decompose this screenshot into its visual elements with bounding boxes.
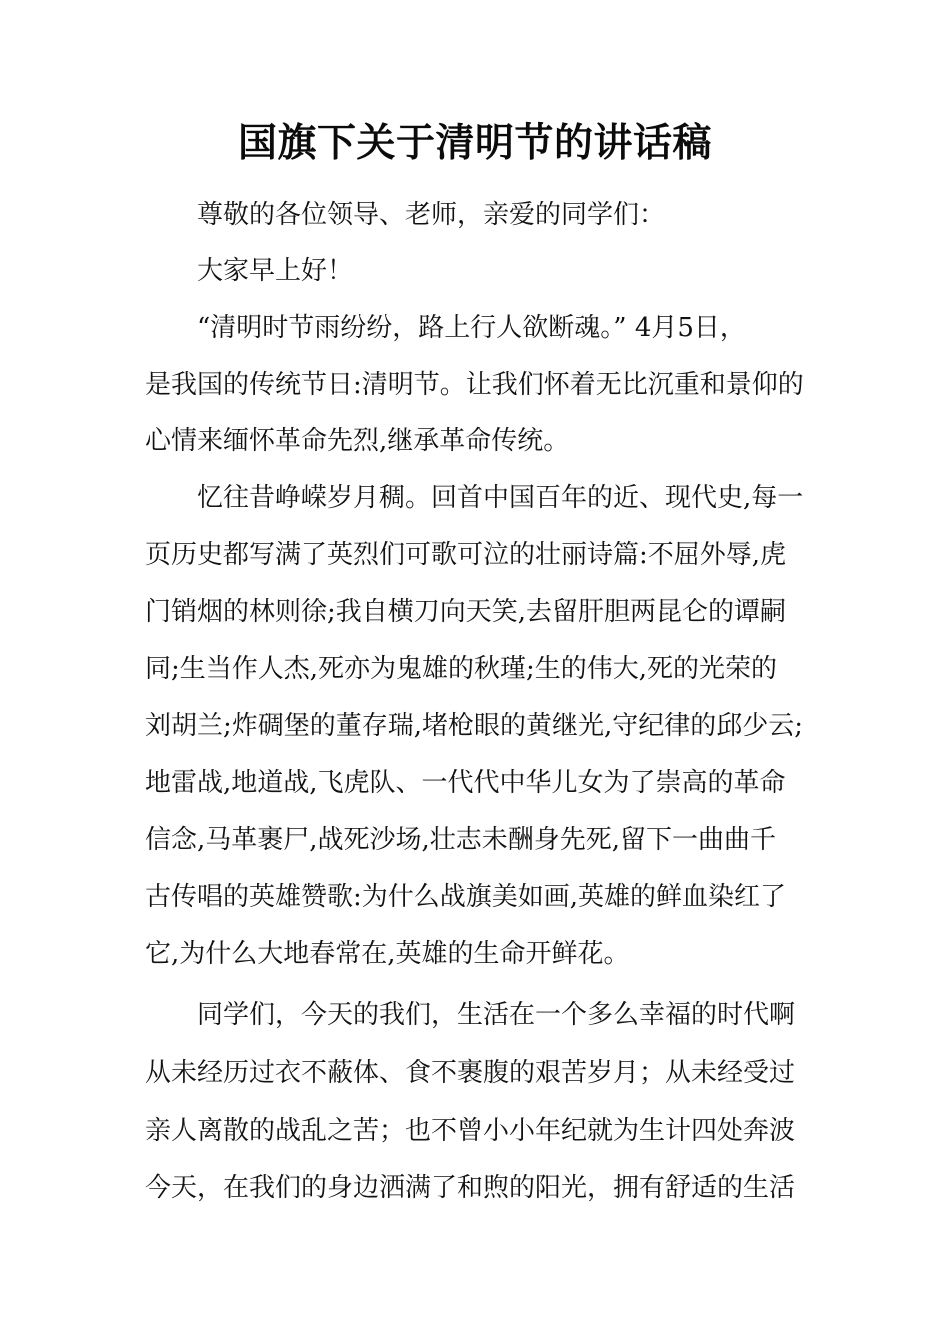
- paragraph-line: 古传唱的英雄赞歌:为什么战旗美如画,英雄的鲜血染红了: [145, 882, 787, 912]
- paragraph-line: 今天，在我们的身边洒满了和煦的阳光，拥有舒适的生活: [145, 1173, 796, 1203]
- paragraph-line: 同;生当作人杰,死亦为鬼雄的秋瑾;生的伟大,死的光荣的: [145, 654, 778, 684]
- paragraph-line: 忆往昔峥嵘岁月稠。回首中国百年的近、现代史,每一: [197, 483, 804, 513]
- paragraph-line: 门销烟的林则徐;我自横刀向天笑,去留肝胆两昆仑的谭嗣: [145, 597, 787, 627]
- document-title: 国旗下关于清明节的讲话稿: [237, 121, 712, 166]
- paragraph-line: 心情来缅怀革命先烈,继承革命传统。: [145, 426, 570, 456]
- paragraph-line: 是我国的传统节日:清明节。让我们怀着无比沉重和景仰的: [145, 370, 804, 400]
- paragraph-line: 同学们，今天的我们，生活在一个多么幸福的时代啊: [197, 1000, 796, 1030]
- paragraph-line: 信念,马革裹尸,战死沙场,壮志未酬身先死,留下一曲曲千: [145, 825, 777, 855]
- paragraph-line: “清明时节雨纷纷，路上行人欲断魂。” 4月5日，: [197, 313, 746, 343]
- paragraph-line: 从未经历过衣不蔽体、食不裹腹的艰苦岁月；从未经受过: [145, 1058, 796, 1088]
- paragraph-line: 亲人离散的战乱之苦；也不曾小小年纪就为生计四处奔波: [145, 1116, 796, 1146]
- greeting-line: 大家早上好！: [197, 256, 354, 286]
- paragraph-line: 页历史都写满了英烈们可歌可泣的壮丽诗篇:不屈外辱,虎: [145, 540, 787, 570]
- paragraph-line: 它,为什么大地春常在,英雄的生命开鲜花。: [145, 939, 630, 969]
- paragraph-line: 地雷战,地道战,飞虎队、一代代中华儿女为了崇高的革命: [145, 768, 786, 798]
- paragraph-line: 刘胡兰;炸碉堡的董存瑞,堵枪眼的黄继光,守纪律的邱少云;: [145, 711, 804, 741]
- salutation-line: 尊敬的各位领导、老师，亲爱的同学们：: [197, 200, 666, 230]
